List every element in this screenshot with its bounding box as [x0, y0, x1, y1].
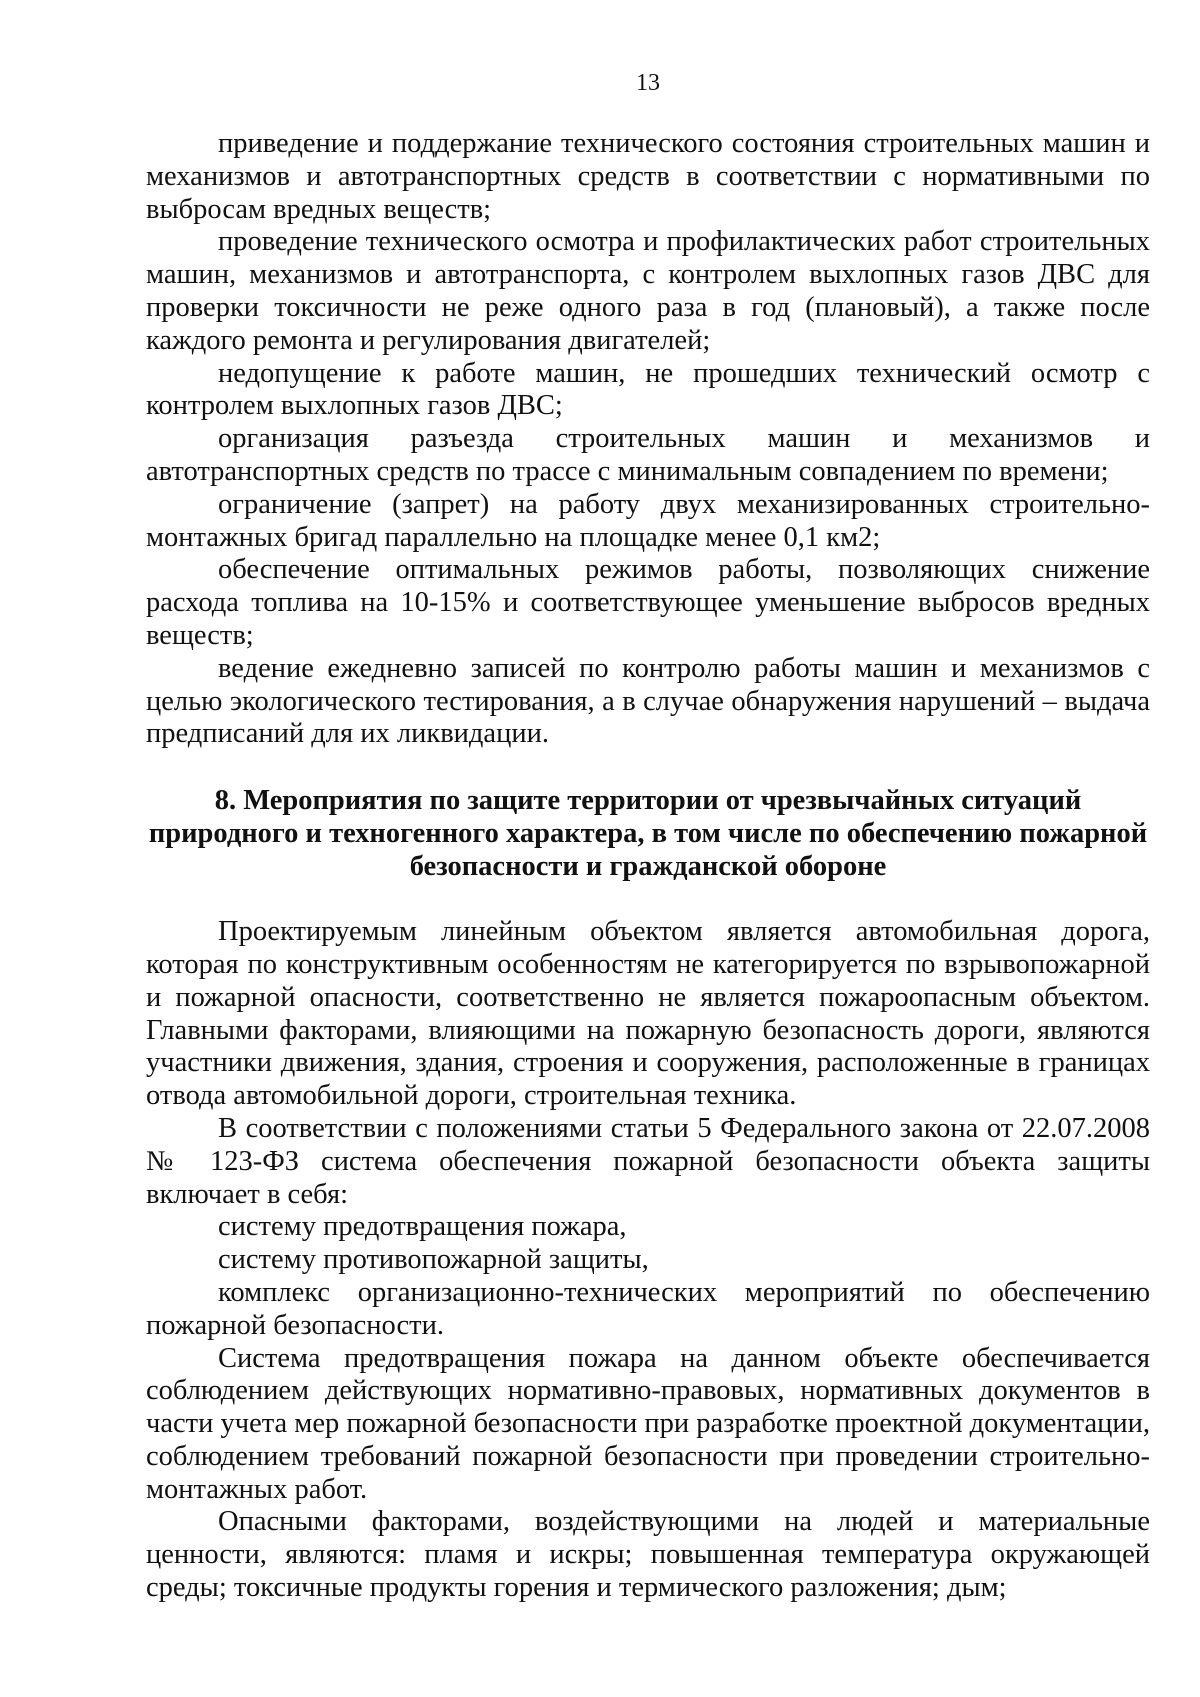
intro-paragraph: Проектируемым линейным объектом является автомобильная дорога, которая по конструктивным особенностям не категорируется по взрывопожарной и пожарной опасности, соответственно не является пожароопасным объектом. Главными факторами, влияющими на пожарную безопасность дороги, являются участники движения, здания, строения и сооружения, расположенные в границах отвода автомобильной дороги, строительная техника. — [146, 916, 1150, 1112]
list-item: обеспечение оптимальных режимов работы, позволяющих снижение расхода топлива на 10-15% и соответствующее уменьшение выбросов вредных веществ; — [146, 554, 1150, 651]
list-item: проведение технического осмотра и профилактических работ строительных машин, механизмов и автотранспорта, с контролем выхлопных газов ДВС для проверки токсичности не реже одного раза в год (плановый), а также после каждого ремонта и регулирования двигателей; — [146, 226, 1150, 356]
list-item: организация разъезда строительных машин и механизмов и автотранспортных средств по трассе с минимальным совпадением по времени; — [146, 423, 1150, 487]
section-heading-line: безопасности и гражданской обороне — [409, 851, 887, 883]
system-item: систему предотвращения пожара, — [218, 1211, 627, 1243]
list-item: приведение и поддержание технического состояния строительных машин и механизмов и автотранспортных средств в соответствии с нормативными по выбросам вредных веществ; — [146, 128, 1150, 225]
system-item: систему противопожарной защиты, — [218, 1244, 649, 1276]
section-heading — [146, 784, 1150, 883]
page-content — [146, 128, 1150, 1605]
list-item: недопущение к работе машин, не прошедших технический осмотр с контролем выхлопных газов ДВС; — [146, 357, 1150, 422]
list-item: ведение ежедневно записей по контролю работы машин и механизмов с целью экологического тестирования, а в случае обнаружения нарушений – выдача предписаний для их ликвидации. — [146, 652, 1150, 750]
section-heading-line: природного и техногенного характера, в том числе по обеспечению пожарной — [148, 818, 1148, 850]
hazards-paragraph: Опасными факторами, воздействующими на людей и материальные ценности, являются: пламя и искры; повышенная температура окружающей среды; токсичные продукты горения и термического разложения; дым; — [146, 1506, 1150, 1604]
list-item: ограничение (запрет) на работу двух механизированных строительно-монтажных бригад параллельно на площадке менее 0,1 км2; — [146, 488, 1150, 553]
prevention-paragraph: Система предотвращения пожара на данном объекте обеспечивается соблюдением действующих нормативно-правовых, нормативных документов в части учета мер пожарной безопасности при разработке проектной документации, соблюдением требований пожарной безопасности при проведении строительно-монтажных работ. — [146, 1342, 1150, 1505]
page-number: 13 — [636, 70, 660, 96]
section-heading-line: 8. Мероприятия по защите территории от чрезвычайных ситуаций — [214, 785, 1082, 817]
law-paragraph: В соответствии с положениями статьи 5 Федерального закона от 22.07.2008 № 123-ФЗ система обеспечения пожарной безопасности объекта защиты включает в себя: — [146, 1112, 1150, 1210]
system-item: комплекс организационно-технических мероприятий по обеспечению пожарной безопасности. — [146, 1276, 1150, 1341]
